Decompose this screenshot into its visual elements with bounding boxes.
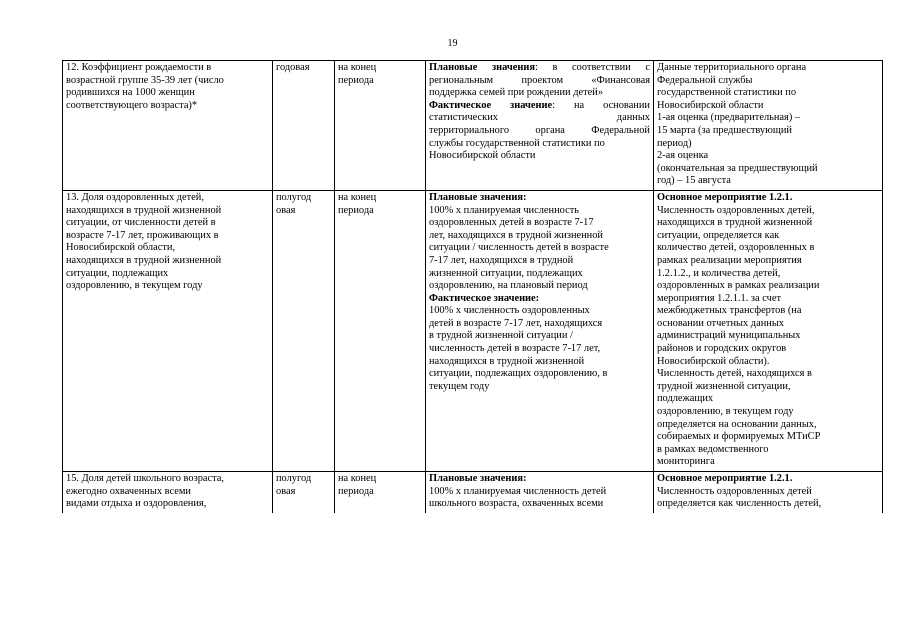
cell-line: возрастной группе 35-39 лет (число [66, 74, 224, 86]
line-text: ситуации, подлежащих оздоровлению, в [429, 368, 608, 380]
line-text: собираемых и формируемых МТиСР [657, 431, 821, 443]
cell-line: периода [338, 204, 374, 216]
line-text: школьного возраста, охваченных всеми [429, 498, 604, 510]
cell-line [657, 444, 879, 457]
cell-line [657, 456, 879, 469]
line-text: районов и городских округов [657, 343, 787, 355]
cell-line [657, 217, 879, 230]
cell-line: Новосибирской области, [66, 242, 176, 254]
cell-line [657, 419, 879, 432]
cell-line [429, 100, 650, 113]
cell-line: оздоровлению, в текущем году [66, 280, 203, 292]
cell-line [429, 87, 650, 100]
cell-line [657, 498, 879, 511]
line-text: 1.2.1.2., и количества детей, [657, 267, 781, 279]
line-text: мониторинга [657, 456, 715, 468]
line-text: находящихся в трудной жизненной [429, 355, 585, 367]
line-text: количество детей, оздоровленных в [657, 242, 815, 254]
line-text: текущем году [429, 380, 490, 392]
bold-heading: Фактическое значение: [429, 292, 540, 304]
line-text: 1-ая оценка (предварительная) – [657, 112, 801, 124]
cell-line: периода [338, 74, 374, 86]
line-text: государственной статистики по [657, 87, 797, 99]
line-text: трудной жизненной ситуации, [657, 380, 791, 392]
line-text: службы государственной статистики по [429, 137, 605, 149]
table-row [63, 190, 883, 471]
table-row [63, 472, 883, 513]
line-text: оздоровленных в рамках реализации [657, 280, 820, 292]
cell-line [429, 230, 650, 243]
line-text: Численность детей, находящихся в [657, 368, 812, 380]
cell-line [657, 343, 879, 356]
cell-line [657, 100, 879, 113]
cell-line [429, 150, 650, 163]
cell-indicator [63, 61, 273, 191]
cell-date [335, 61, 426, 191]
indicators-table [62, 60, 883, 513]
cell-line [429, 318, 650, 331]
cell-periodicity [273, 190, 335, 471]
cell-line: возрасте 7-17 лет, проживающих в [66, 229, 219, 241]
cell-method [426, 190, 654, 471]
cell-line [429, 368, 650, 381]
line-text: территориального органа Федеральной [429, 124, 650, 136]
cell-line: на конец [338, 473, 377, 484]
line-text: (окончательная за предшествующий [657, 162, 818, 174]
cell-source [654, 472, 883, 513]
line-text: Новосибирской области). [657, 355, 770, 367]
cell-line [429, 356, 650, 369]
cell-line [657, 305, 879, 318]
line-text: определяется как численность детей, [657, 498, 822, 510]
cell-date [335, 190, 426, 471]
cell-line [429, 343, 650, 356]
cell-line [657, 125, 879, 138]
cell-line [429, 293, 650, 306]
line-text: рамках реализации мероприятия [657, 254, 802, 266]
line-text: находящихся в трудной жизненной [657, 217, 813, 229]
cell-line: периода [338, 485, 374, 497]
line-text: основании отчетных данных [657, 317, 784, 329]
cell-line [429, 242, 650, 255]
cell-line: видами отдыха и оздоровления, [66, 498, 207, 510]
cell-line: полугод [276, 191, 312, 203]
line-text: жизненной ситуации, подлежащих [429, 267, 583, 279]
cell-line [429, 498, 650, 511]
line-text: Новосибирской области [429, 150, 536, 162]
line-text: региональным проектом «Финансовая [429, 74, 650, 86]
line-text: 100% х численность оздоровленных [429, 305, 590, 317]
line-text: ситуации / численность детей в возрасте [429, 242, 609, 254]
cell-line [657, 205, 879, 218]
line-text: Новосибирской области [657, 99, 764, 111]
line-text: мероприятия 1.2.1.1. за счет [657, 292, 782, 304]
cell-line [429, 192, 650, 205]
line-text: Данные территориального органа [657, 62, 807, 73]
cell-line [657, 486, 879, 499]
line-text: Федеральной службы [657, 74, 753, 86]
line-text: в трудной жизненной ситуации / [429, 330, 573, 342]
cell-line: 15. Доля детей школьного возраста, [66, 473, 224, 484]
line-text: 100% х планируемая численность [429, 204, 579, 216]
cell-line [657, 230, 879, 243]
line-text: лет, находящихся в трудной жизненной [429, 229, 603, 241]
cell-method [426, 472, 654, 513]
cell-line [657, 381, 879, 394]
cell-line: на конец [338, 62, 377, 73]
cell-line [657, 368, 879, 381]
cell-line: 12. Коэффициент рождаемости в [66, 62, 212, 73]
bold-heading: Фактическое значение [429, 99, 553, 111]
line-text: период) [657, 137, 692, 149]
line-text: статистических данных [429, 112, 650, 124]
cell-line [429, 305, 650, 318]
cell-line: 13. Доля оздоровленных детей, [66, 191, 204, 203]
cell-line: ежегодно охваченных всеми [66, 485, 191, 497]
cell-line: ситуации, от численности детей в [66, 217, 216, 229]
cell-source [654, 190, 883, 471]
cell-line [429, 217, 650, 230]
line-text: Численность оздоровленных детей [657, 485, 812, 497]
cell-line [657, 75, 879, 88]
cell-line [657, 318, 879, 331]
cell-line: овая [276, 204, 296, 216]
line-text: детей в возрасте 7-17 лет, находящихся [429, 317, 603, 329]
cell-line [657, 192, 879, 205]
cell-line [429, 62, 650, 75]
cell-line [429, 125, 650, 138]
bold-heading: Основное мероприятие 1.2.1. [657, 191, 793, 203]
cell-line [429, 75, 650, 88]
line-text: год) – 15 августа [657, 175, 731, 187]
cell-line [657, 112, 879, 125]
cell-date [335, 472, 426, 513]
cell-line [657, 280, 879, 293]
line-text: в рамках ведомственного [657, 443, 769, 455]
cell-line [657, 62, 879, 75]
cell-line [657, 255, 879, 268]
line-text: 7-17 лет, находящихся в трудной [429, 254, 574, 266]
cell-periodicity [273, 61, 335, 191]
cell-method [426, 61, 654, 191]
cell-line: родившихся на 1000 женщин [66, 87, 195, 99]
cell-source [654, 61, 883, 191]
line-text: поддержка семей при рождении детей» [429, 87, 604, 99]
cell-line [657, 406, 879, 419]
line-text: : на основании [552, 99, 650, 111]
cell-line [657, 393, 879, 406]
bold-heading: Плановые значения [429, 62, 535, 73]
table-row [63, 61, 883, 191]
line-text: : в соответствии с [535, 62, 650, 73]
bold-heading: Плановые значения: [429, 191, 527, 203]
cell-line [657, 473, 879, 486]
cell-line [429, 330, 650, 343]
cell-line: ситуации, подлежащих [66, 267, 169, 279]
cell-line [657, 138, 879, 151]
cell-line [657, 293, 879, 306]
line-text: межбюджетных трансфертов (на [657, 305, 802, 317]
cell-line [429, 381, 650, 394]
bold-heading: Плановые значения: [429, 473, 527, 484]
cell-line [429, 268, 650, 281]
cell-line: овая [276, 485, 296, 497]
cell-line: на конец [338, 191, 377, 203]
line-text: ситуации, определяется как [657, 229, 780, 241]
cell-line [657, 242, 879, 255]
cell-line: находящихся в трудной жизненной [66, 204, 222, 216]
cell-line: находящихся в трудной жизненной [66, 254, 222, 266]
cell-line [657, 163, 879, 176]
line-text: 15 марта (за предшествующий [657, 124, 792, 136]
cell-line [429, 473, 650, 486]
cell-line [429, 255, 650, 268]
cell-line [429, 112, 650, 125]
bold-heading: Основное мероприятие 1.2.1. [657, 473, 793, 484]
page-number: 19 [447, 38, 458, 49]
cell-line [429, 205, 650, 218]
cell-line: соответствующего возраста)* [66, 99, 198, 111]
line-text: администраций муниципальных [657, 330, 801, 342]
cell-indicator [63, 190, 273, 471]
line-text: 100% х планируемая численность детей [429, 485, 607, 497]
line-text: оздоровлению, на плановый период [429, 280, 588, 292]
cell-line: полугод [276, 473, 312, 484]
cell-line [657, 150, 879, 163]
line-text: оздоровленных детей в возрасте 7-17 [429, 217, 594, 229]
cell-line [657, 356, 879, 369]
cell-line [657, 175, 879, 188]
line-text: Численность оздоровленных детей, [657, 204, 815, 216]
cell-periodicity [273, 472, 335, 513]
line-text: определяется на основании данных, [657, 418, 817, 430]
line-text: оздоровлению, в текущем году [657, 406, 794, 418]
line-text: 2-ая оценка [657, 150, 709, 162]
line-text: подлежащих [657, 393, 714, 405]
line-text: численность детей в возрасте 7-17 лет, [429, 343, 601, 355]
cell-line [657, 87, 879, 100]
cell-line [429, 280, 650, 293]
cell-line [429, 138, 650, 151]
cell-line [429, 486, 650, 499]
cell-line [657, 268, 879, 281]
cell-line [657, 431, 879, 444]
cell-indicator [63, 472, 273, 513]
cell-line [657, 330, 879, 343]
cell-line: годовая [276, 62, 310, 73]
